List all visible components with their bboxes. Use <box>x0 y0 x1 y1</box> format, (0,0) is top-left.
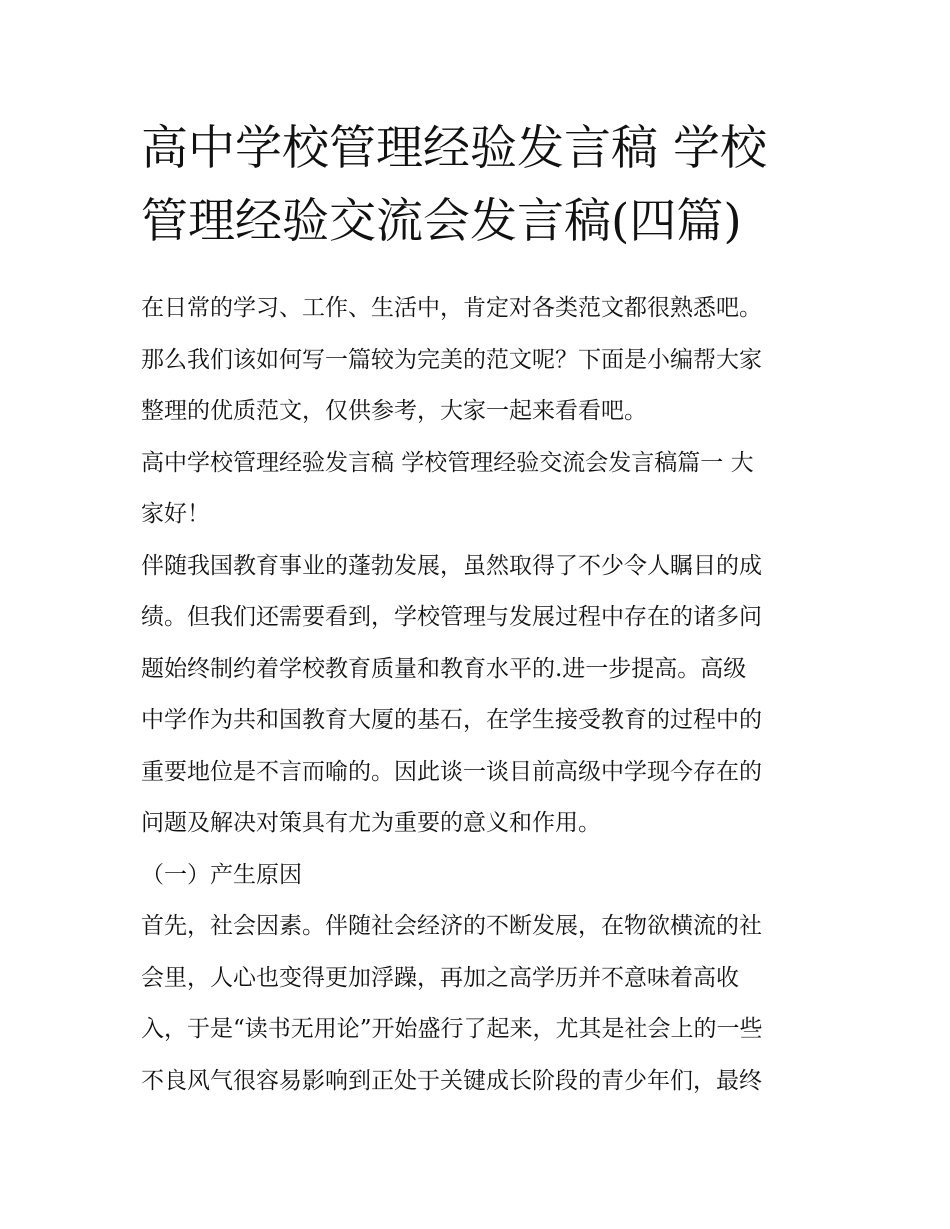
paragraph-intro <box>141 283 816 438</box>
document-body <box>141 283 816 1107</box>
text-line: 绩。但我们还需要看到，学校管理与发展过程中存在的诸多问 <box>141 604 762 630</box>
title-line: 管理经验交流会发言稿(四篇) <box>141 194 742 249</box>
paragraph-social-factors <box>141 901 816 1107</box>
paragraph-greeting <box>141 438 816 541</box>
text-line: 首先，社会因素。伴随社会经济的不断发展，在物欲横流的社 <box>141 913 762 939</box>
text-line: 高中学校管理经验发言稿 学校管理经验交流会发言稿篇一 大 <box>141 449 754 476</box>
text-line: 伴随我国教育事业的蓬勃发展，虽然取得了不少令人瞩目的成 <box>141 552 762 579</box>
text-line: 重要地位是不言而喻的。因此谈一谈目前高级中学现今存在的 <box>141 758 762 785</box>
text-line: 入，于是“读书无用论”开始盛行了起来，尤其是社会上的一些 <box>141 1016 763 1042</box>
text-line: （一）产生原因 <box>141 861 302 888</box>
text-line: 问题及解决对策具有尤为重要的意义和作用。 <box>141 810 601 836</box>
text-line: 不良风气很容易影响到正处于关键成长阶段的青少年们，最终 <box>141 1067 762 1094</box>
document-content <box>141 112 816 1107</box>
paragraph-background <box>141 541 816 850</box>
text-line: 那么我们该如何写一篇较为完美的范文呢？下面是小编帮大家 <box>141 346 762 373</box>
text-line: 整理的优质范文，仅供参考，大家一起来看看吧。 <box>141 398 647 424</box>
text-line: 会里，人心也变得更加浮躁，再加之高学历并不意味着高收 <box>141 964 739 991</box>
document-title <box>141 112 816 258</box>
text-line: 中学作为共和国教育大厦的基石，在学生接受教育的过程中的 <box>141 707 762 733</box>
text-line: 在日常的学习、工作、生活中，肯定对各类范文都很熟悉吧。 <box>141 295 762 321</box>
text-line: 家好！ <box>141 501 210 527</box>
section-heading-causes <box>141 850 816 902</box>
text-line: 题始终制约着学校教育质量和教育水平的.进一步提高。高级 <box>141 655 747 682</box>
title-line: 高中学校管理经验发言稿 学校 <box>141 121 767 176</box>
